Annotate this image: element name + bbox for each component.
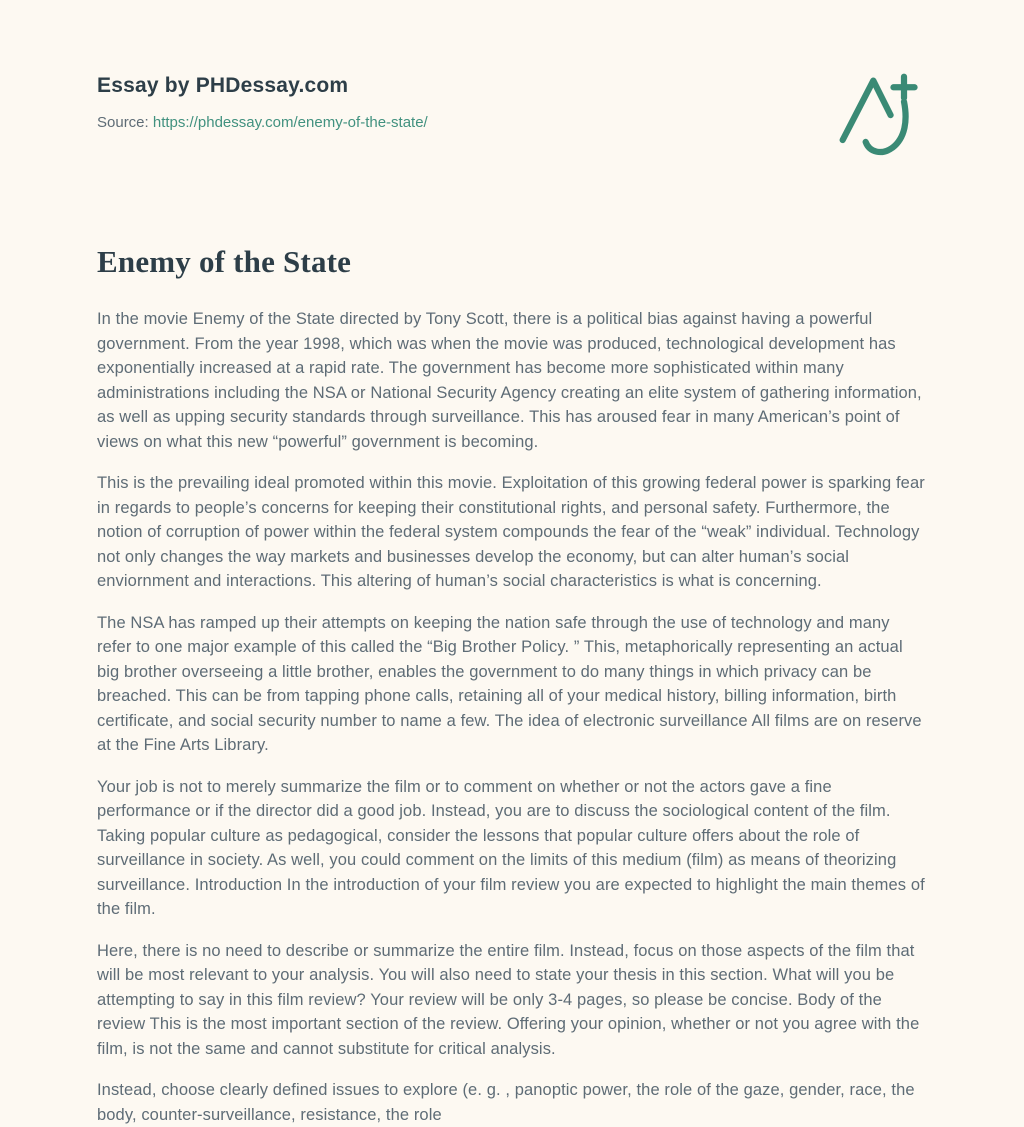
essay-paragraph: Here, there is no need to describe or summarize the entire film. Instead, focus on those aspects of the film that will be most relevant to your analysis. You will also need to state your thesis in this section. What will you be attempting to say in this film review? Your review will be only 3-4 pages, so please be concise. Body of the review This is the most important section of the review. Offering your opinion, whether or not you agree with the film, is not the same and cannot substitute for critical analysis. (97, 941, 920, 1058)
essay-paragraph: Your job is not to merely summarize the film or to comment on whether or not the actors gave a fine performance or if the director did a good job. Instead, you are to discuss the sociological content of the film. Taking popular culture as pedagogical, consider the lessons that popular culture offers about the role of surveillance in society. As well, you could comment on the limits of this medium (film) as means of theorizing surveillance. Introduction In the introduction of your film review you are expected to highlight the main themes of the film. (97, 777, 925, 918)
essay-content (97, 244, 927, 1127)
source-link[interactable]: https://phdessay.com/enemy-of-the-state/ (152, 114, 428, 131)
essay-paragraph: Instead, choose clearly defined issues to explore (e. g. , panoptic power, the role of the gaze, gender, race, the body, counter-surveillance, resistance, the role (97, 1081, 915, 1124)
page-header (97, 0, 927, 164)
essay-paragraph: The NSA has ramped up their attempts on keeping the nation safe through the use of technology and many refer to one major example of this called the “Big Brother Policy. ” This, metaphorically representing an actual big brother overseeing a little brother, enables the government to do many things in which privacy can be breached. This can be from tapping phone calls, retaining all of your medical history, billing information, birth certificate, and social security number to name a few. The idea of electronic surveillance All films are on reserve at the Fine Arts Library. (97, 613, 922, 754)
phdessay-logo-icon (835, 70, 927, 164)
essay-paragraph: This is the prevailing ideal promoted within this movie. Exploitation of this growing federal power is sparking fear in regards to people’s concerns for keeping their constitutional rights, and personal safety. Furthermore, the notion of corruption of power within the federal system compounds the fear of the “weak” individual. Technology not only changes the way markets and businesses develop the economy, but can alter human’s social enviornment and interactions. This altering of human’s social characteristics is what is concerning. (97, 474, 925, 590)
essay-title: Enemy of the State (97, 244, 352, 279)
source-label: Source: (97, 114, 149, 131)
site-title: Essay by PHDessay.com (97, 74, 349, 97)
essay-paragraph: In the movie Enemy of the State directed by Tony Scott, there is a political bias against having a powerful government. From the year 1998, which was when the movie was produced, technological development has exponentially increased at a rapid rate. The government has become more sophisticated within many administrations including the NSA or National Security Agency creating an elite system of gathering information, as well as upping security standards through surveillance. This has aroused fear in many American’s point of views on what this new “powerful” government is becoming. (97, 310, 922, 451)
source-line (97, 114, 428, 131)
header-text-block (97, 74, 428, 131)
essay-body (97, 307, 927, 1127)
